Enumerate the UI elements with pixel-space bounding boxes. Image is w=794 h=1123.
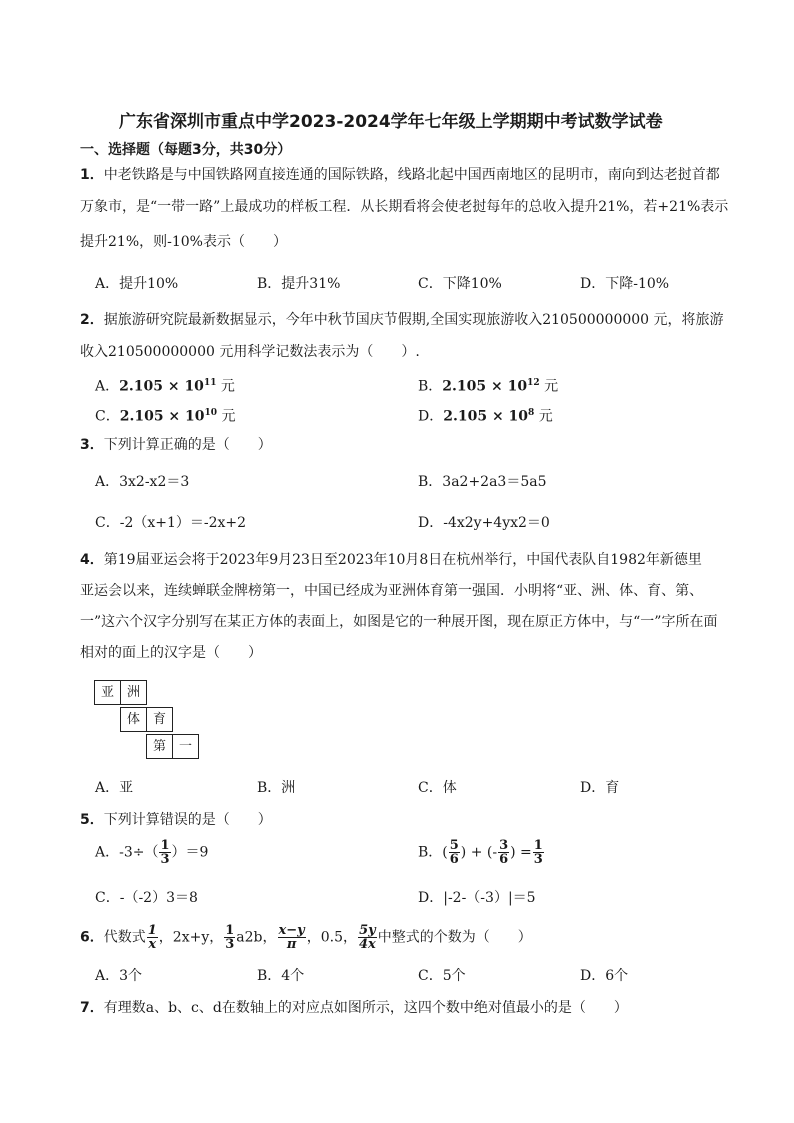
option-a: A．3个 bbox=[95, 968, 143, 984]
option-d: D．|-2-（-3）|＝5 bbox=[418, 890, 536, 906]
option-d: D．下降-10% bbox=[580, 276, 670, 292]
question-text: 下列计算错误的是（ ） bbox=[103, 812, 272, 828]
option-c: C．-（-2）3＝8 bbox=[95, 890, 198, 906]
question-number: 6． bbox=[80, 929, 104, 946]
question-text: 据旅游研究院最新数据显示，今年中秋节国庆节假期,全国实现旅游收入210500000000 元，将旅游 bbox=[103, 312, 724, 328]
question-text: 有理数a、b、c、d在数轴上的对应点如图所示，这四个数中绝对值最小的是（ ） bbox=[103, 1000, 628, 1016]
net-cell: 育 bbox=[146, 707, 173, 732]
option-a: A．-3÷（ $\frac{1}{3}$ ）＝9 bbox=[95, 838, 209, 867]
net-cell: 体 bbox=[120, 707, 147, 732]
option-b: B．洲 bbox=[257, 780, 296, 796]
option-d: D．6个 bbox=[580, 968, 629, 984]
option-c: C．体 bbox=[418, 780, 457, 796]
option-b: B．4个 bbox=[257, 968, 305, 984]
question-number: 3． bbox=[80, 437, 104, 453]
net-cell: 一 bbox=[172, 734, 199, 759]
question-text: 一”这六个汉字分别写在某正方体的表面上，如图是它的一种展开图，现在原正方体中，与“一”字所在面 bbox=[80, 614, 718, 630]
question-text: 相对的面上的汉字是（ ） bbox=[80, 645, 262, 661]
option-d: D．$2.105 \times 10^8$ 元 bbox=[418, 408, 553, 425]
option-c: C．5个 bbox=[418, 968, 466, 984]
net-cell: 洲 bbox=[120, 680, 147, 705]
option-c: C．-2（x+1）＝-2x+2 bbox=[95, 515, 247, 531]
option-b: B．提升31% bbox=[257, 276, 341, 292]
option-b: B．$2.105 \times 10^{12}$ 元 bbox=[418, 378, 559, 395]
option-d: D．-4x2y+4yx2＝0 bbox=[418, 515, 550, 531]
option-a: A．提升10% bbox=[95, 276, 179, 292]
section-heading: 一、选择题（每题3分，共30分） bbox=[80, 142, 292, 158]
net-cell: 亚 bbox=[94, 680, 121, 705]
question-number: 5． bbox=[80, 812, 104, 828]
question-text: 提升21%，则-10%表示（ ） bbox=[80, 234, 287, 250]
option-b: B．( $\frac{5}{6}$ ) + (- $\frac{3}{6}$ ) = $\frac{1}{3}$ bbox=[418, 838, 543, 867]
option-b: B．3a2+2a3＝5a5 bbox=[418, 474, 547, 490]
question-text: 收入210500000000 元用科学记数法表示为（ ）. bbox=[80, 344, 420, 360]
page-title: 广东省深圳市重点中学2023-2024学年七年级上学期期中考试数学试卷 bbox=[119, 112, 663, 132]
question-text: 下列计算正确的是（ ） bbox=[103, 437, 272, 453]
question-text: 第19届亚运会将于2023年9月23日至2023年10月8日在杭州举行，中国代表队自1982年新德里 bbox=[103, 552, 702, 568]
question-number: 7． bbox=[80, 1000, 104, 1016]
question-text: 中老铁路是与中国铁路网直接连通的国际铁路，线路北起中国西南地区的昆明市，南向到达老挝首都 bbox=[103, 167, 720, 183]
option-c: C．$2.105 \times 10^{10}$ 元 bbox=[95, 408, 236, 425]
net-cell: 第 bbox=[146, 734, 173, 759]
option-a: A．$2.105 \times 10^{11}$ 元 bbox=[95, 378, 235, 395]
option-d: D．育 bbox=[580, 780, 620, 796]
question-number: 2． bbox=[80, 312, 104, 328]
question-text: 万象市，是“一带一路”上最成功的样板工程．从长期看将会使老挝每年的总收入提升21%，若+21%表示 bbox=[80, 199, 729, 215]
question-number: 4． bbox=[80, 552, 104, 568]
cube-net-figure bbox=[94, 680, 204, 762]
option-c: C．下降10% bbox=[418, 276, 502, 292]
option-a: A．亚 bbox=[95, 780, 134, 796]
question-number: 1． bbox=[80, 167, 104, 183]
question-text: 亚运会以来，连续蝉联金牌榜第一，中国已经成为亚洲体育第一强国．小明将“亚、洲、体、育、第、 bbox=[80, 583, 704, 599]
option-a: A．3x2-x2＝3 bbox=[95, 474, 190, 490]
